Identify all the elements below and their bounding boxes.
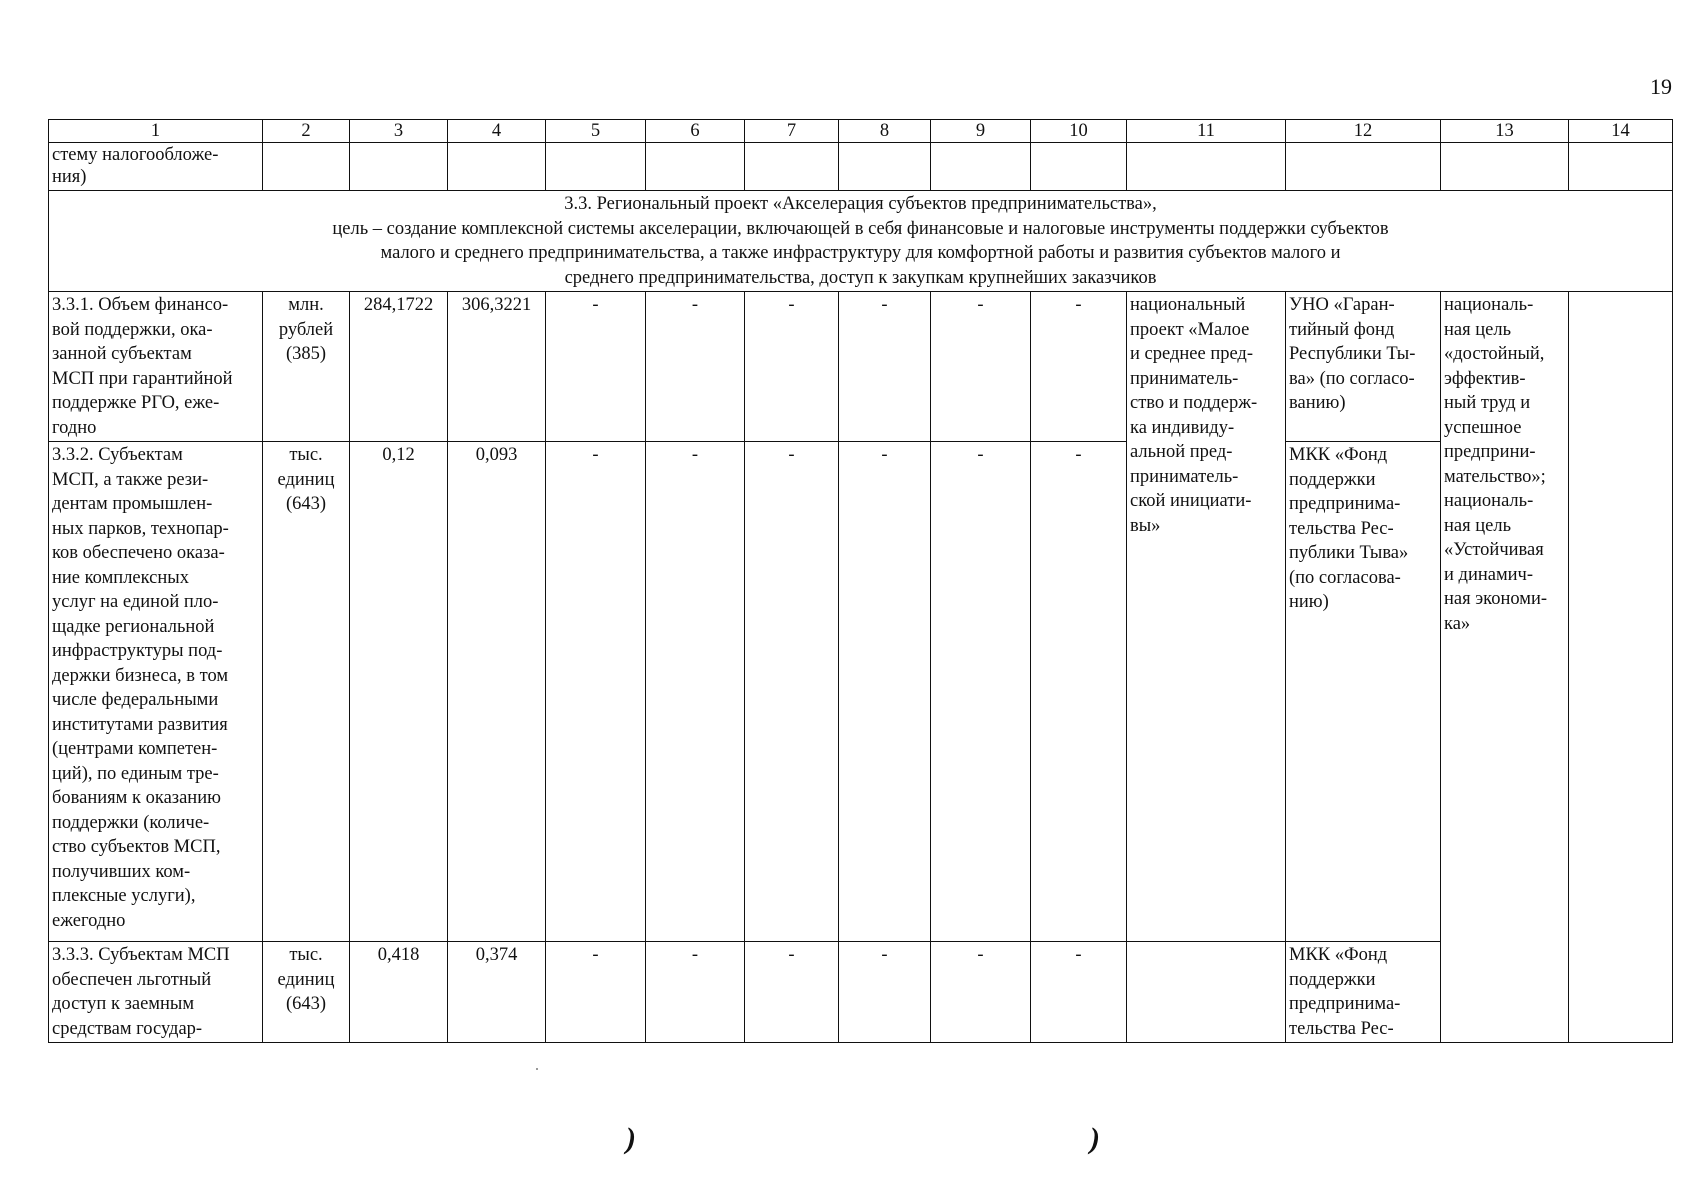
value-cell: - <box>839 292 931 442</box>
header-cell: 12 <box>1286 120 1441 143</box>
value-cell: 284,1722 <box>350 292 448 442</box>
scan-speck <box>536 1068 538 1070</box>
value-cell: - <box>839 442 931 942</box>
value-cell: 0,418 <box>350 942 448 1043</box>
header-cell: 14 <box>1569 120 1673 143</box>
empty-cell <box>1569 292 1673 1043</box>
header-cell: 4 <box>448 120 546 143</box>
section-heading <box>49 191 1673 292</box>
scan-mark: ) <box>1090 1122 1100 1155</box>
section-line: цель – создание комплексной системы акселерации, включающей в себя финансовые и налоговые инструменты поддержки субъектов <box>332 218 1389 239</box>
header-row <box>49 120 1673 143</box>
value-cell: - <box>931 292 1031 442</box>
header-cell: 8 <box>839 120 931 143</box>
section-line: малого и среднего предпринимательства, а также инфраструктуру для комфортной работы и развития субъектов малого и <box>380 243 1341 263</box>
section-line: среднего предпринимательства, доступ к закупкам крупнейших заказчиков <box>564 267 1157 288</box>
value-cell: - <box>646 442 745 942</box>
table-row <box>49 442 1673 942</box>
indicator-cell: стему налогообложе- ния) <box>49 143 263 191</box>
responsible-cell: МКК «Фонд поддержки предпринима- тельства Рес- публики Тыва» (по согласова- нию) <box>1286 442 1441 942</box>
header-cell: 13 <box>1441 120 1569 143</box>
value-cell: - <box>546 942 646 1043</box>
header-cell: 2 <box>263 120 350 143</box>
value-cell: 0,12 <box>350 442 448 942</box>
value-cell: - <box>646 942 745 1043</box>
value-cell: 0,093 <box>448 442 546 942</box>
unit-cell: млн. рублей (385) <box>263 292 350 442</box>
section-line: 3.3. Региональный проект «Акселерация субъектов предпринимательства», <box>564 194 1157 214</box>
section-row <box>49 191 1673 292</box>
national-project-cell: национальный проект «Малое и среднее пред- приниматель- ство и поддерж- ка индивиду- альной пред- приниматель- ской инициати- вы» <box>1127 292 1286 942</box>
page-number: 19 <box>1650 74 1672 99</box>
national-goal-cell: националь- ная цель «достойный, эффектив- ный труд и успешное предприни- мательство»; националь- ная цель «Устойчивая и динамич- ная экономи- ка» <box>1441 292 1569 1043</box>
header-cell: 1 <box>49 120 263 143</box>
header-cell: 5 <box>546 120 646 143</box>
value-cell: - <box>1031 292 1127 442</box>
value-cell: - <box>546 442 646 942</box>
value-cell: - <box>1031 942 1127 1043</box>
document-table <box>48 119 1673 1043</box>
header-cell: 7 <box>745 120 839 143</box>
table-row <box>49 292 1673 442</box>
unit-cell: тыс. единиц (643) <box>263 942 350 1043</box>
value-cell: 306,3221 <box>448 292 546 442</box>
responsible-cell: МКК «Фонд поддержки предпринима- тельства Рес- <box>1286 942 1441 1043</box>
indicator-cell: 3.3.1. Объем финансо- вой поддержки, ока- занной субъектам МСП при гарантийной поддержке РГО, еже- годно <box>49 292 263 442</box>
empty-cell <box>1127 942 1286 1043</box>
value-cell: - <box>1031 442 1127 942</box>
value-cell: - <box>745 942 839 1043</box>
header-cell: 6 <box>646 120 745 143</box>
value-cell: - <box>745 292 839 442</box>
value-cell: - <box>839 942 931 1043</box>
value-cell: - <box>931 442 1031 942</box>
indicator-cell: 3.3.3. Субъектам МСП обеспечен льготный доступ к заемным средствам государ- <box>49 942 263 1043</box>
continuation-row <box>49 143 1673 191</box>
header-cell: 10 <box>1031 120 1127 143</box>
unit-cell: тыс. единиц (643) <box>263 442 350 942</box>
value-cell: - <box>931 942 1031 1043</box>
scan-mark: ) <box>626 1122 636 1155</box>
value-cell: - <box>646 292 745 442</box>
responsible-cell: УНО «Гаран- тийный фонд Республики Ты- ва» (по согласо- ванию) <box>1286 292 1441 442</box>
header-cell: 9 <box>931 120 1031 143</box>
indicator-cell: 3.3.2. Субъектам МСП, а также рези- дентам промышлен- ных парков, технопар- ков обеспечено оказа- ние комплексных услуг на единой пло- щадке региональной инфраструктуры под- держки бизнеса, в том числе федеральными институтами развития (центрами компетен- ций), по единым тре- бованиям к оказанию поддержки (количе- ство субъектов МСП, получивших ком- плексные услуги), ежегодно <box>49 442 263 942</box>
header-cell: 3 <box>350 120 448 143</box>
value-cell: - <box>745 442 839 942</box>
header-cell: 11 <box>1127 120 1286 143</box>
value-cell: 0,374 <box>448 942 546 1043</box>
table-row <box>49 942 1673 1043</box>
value-cell: - <box>546 292 646 442</box>
